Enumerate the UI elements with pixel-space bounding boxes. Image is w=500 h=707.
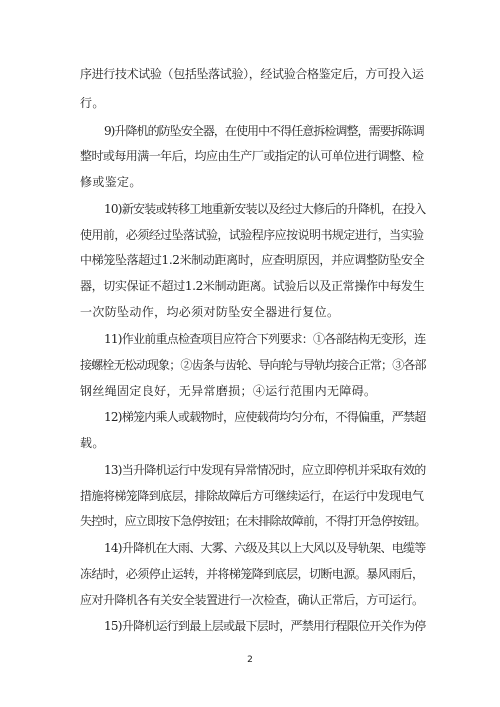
text-line: 载。 xyxy=(80,436,105,450)
text-line: 中梯笼坠落超过1.2米制动距离时，应查明原因，并应调整防坠安全 xyxy=(80,253,425,267)
text-line: 行。 xyxy=(80,96,105,110)
text-line: 应对升降机各有关安全装置进行一次检查，确认正常后，方可运行。 xyxy=(80,593,424,607)
paragraph-10-line: 10)新安装或转移工地重新安装以及经过大修后的升降机，在投入 xyxy=(104,202,426,216)
text-line: 失控时，应立即按下急停按钮；在未排除故障前，不得打开急停按钮。 xyxy=(80,514,426,528)
paragraph-14-line: 14)升降机在大雨、大雾、六级及其以上大风以及导轨架、电缆等 xyxy=(104,541,426,555)
text-line: 冻结时，必须停止运转，并将梯笼降到底层，切断电源。暴风雨后， xyxy=(80,567,424,581)
paragraph-9-line: 9)升降机的防坠安全器，在使用中不得任意拆检调整，需要拆陈调 xyxy=(104,124,424,138)
text-line: 修或鉴定。 xyxy=(80,175,142,189)
paragraph-12-line: 12)梯笼内乘人或载物时，应使载荷均匀分布，不得偏重，严禁超 xyxy=(104,410,426,424)
text-line: 器，切实保证不超过1.2米制动距离。试验后以及正常操作中每发生 xyxy=(80,279,425,293)
text-line: 序进行技术试验（包括坠落试验），经试验合格鉴定后，方可投入运 xyxy=(80,67,424,81)
text-line: 整时或每用满一年后，均应由生产厂或指定的认可单位进行调整、检 xyxy=(80,149,424,163)
text-line: 钢丝绳固定良好，无异常磨损；④运行范围内无障碍。 xyxy=(80,384,377,398)
page-number: 2 xyxy=(247,655,253,665)
text-line: 使用前，必须经过坠落试验，试验程序应按说明书规定进行，当实验 xyxy=(80,228,424,242)
text-line: 一次防坠动作，均必须对防坠安全器进行复位。 xyxy=(80,305,340,319)
paragraph-15-line: 15)升降机运行到最上层或最下层时，严禁用行程限位开关作为停 xyxy=(104,619,426,633)
text-line: 措施将梯笼降到底层，排除故障后方可继续运行，在运行中发现电气 xyxy=(80,489,424,503)
text-line: 接螺栓无松动现象；②齿条与齿轮、导向轮与导轨均接合正常；③各部 xyxy=(80,358,426,372)
paragraph-11-line: 11)作业前重点检查项目应符合下列要求：①各部结构无变形，连 xyxy=(104,332,426,346)
paragraph-13-line: 13)当升降机运行中发现有异常情况时，应立即停机并采取有效的 xyxy=(104,463,426,477)
